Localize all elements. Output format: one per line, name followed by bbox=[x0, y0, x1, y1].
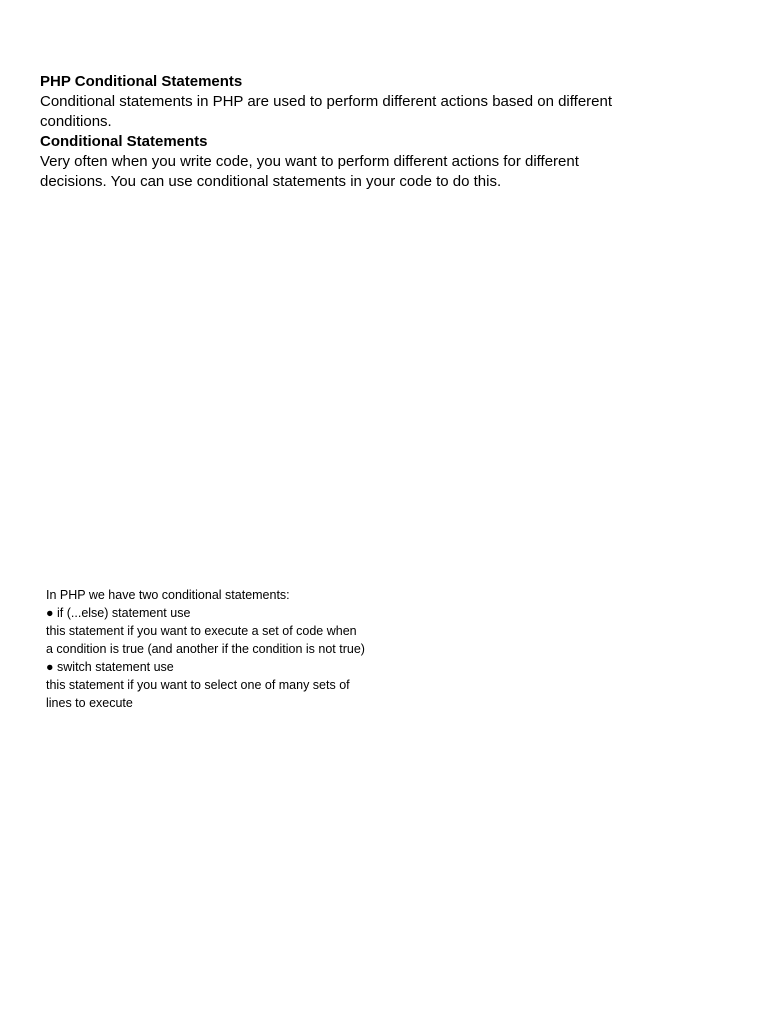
list-item-if-else: ● if (...else) statement use bbox=[46, 606, 191, 620]
conditional-types-block bbox=[46, 586, 466, 712]
section-paragraph-line: decisions. You can use conditional statements in your code to do this. bbox=[40, 173, 502, 190]
intro-text-block bbox=[40, 72, 680, 192]
section-heading-php-conditional-statements: PHP Conditional Statements bbox=[40, 73, 243, 90]
section-heading-conditional-statements: Conditional Statements bbox=[40, 133, 208, 150]
list-item-description-line: this statement if you want to select one of many sets of bbox=[46, 678, 350, 692]
section-paragraph-line: Very often when you write code, you want to perform different actions for different bbox=[40, 153, 579, 170]
list-intro-line: In PHP we have two conditional statements: bbox=[46, 588, 290, 602]
list-item-description-line: lines to execute bbox=[46, 696, 133, 710]
section-paragraph-line: conditions. bbox=[40, 113, 112, 130]
list-item-description-line: a condition is true (and another if the condition is not true) bbox=[46, 642, 365, 656]
list-item-switch: ● switch statement use bbox=[46, 660, 174, 674]
section-paragraph-line: Conditional statements in PHP are used to perform different actions based on different bbox=[40, 93, 613, 110]
list-item-description-line: this statement if you want to execute a set of code when bbox=[46, 624, 357, 638]
